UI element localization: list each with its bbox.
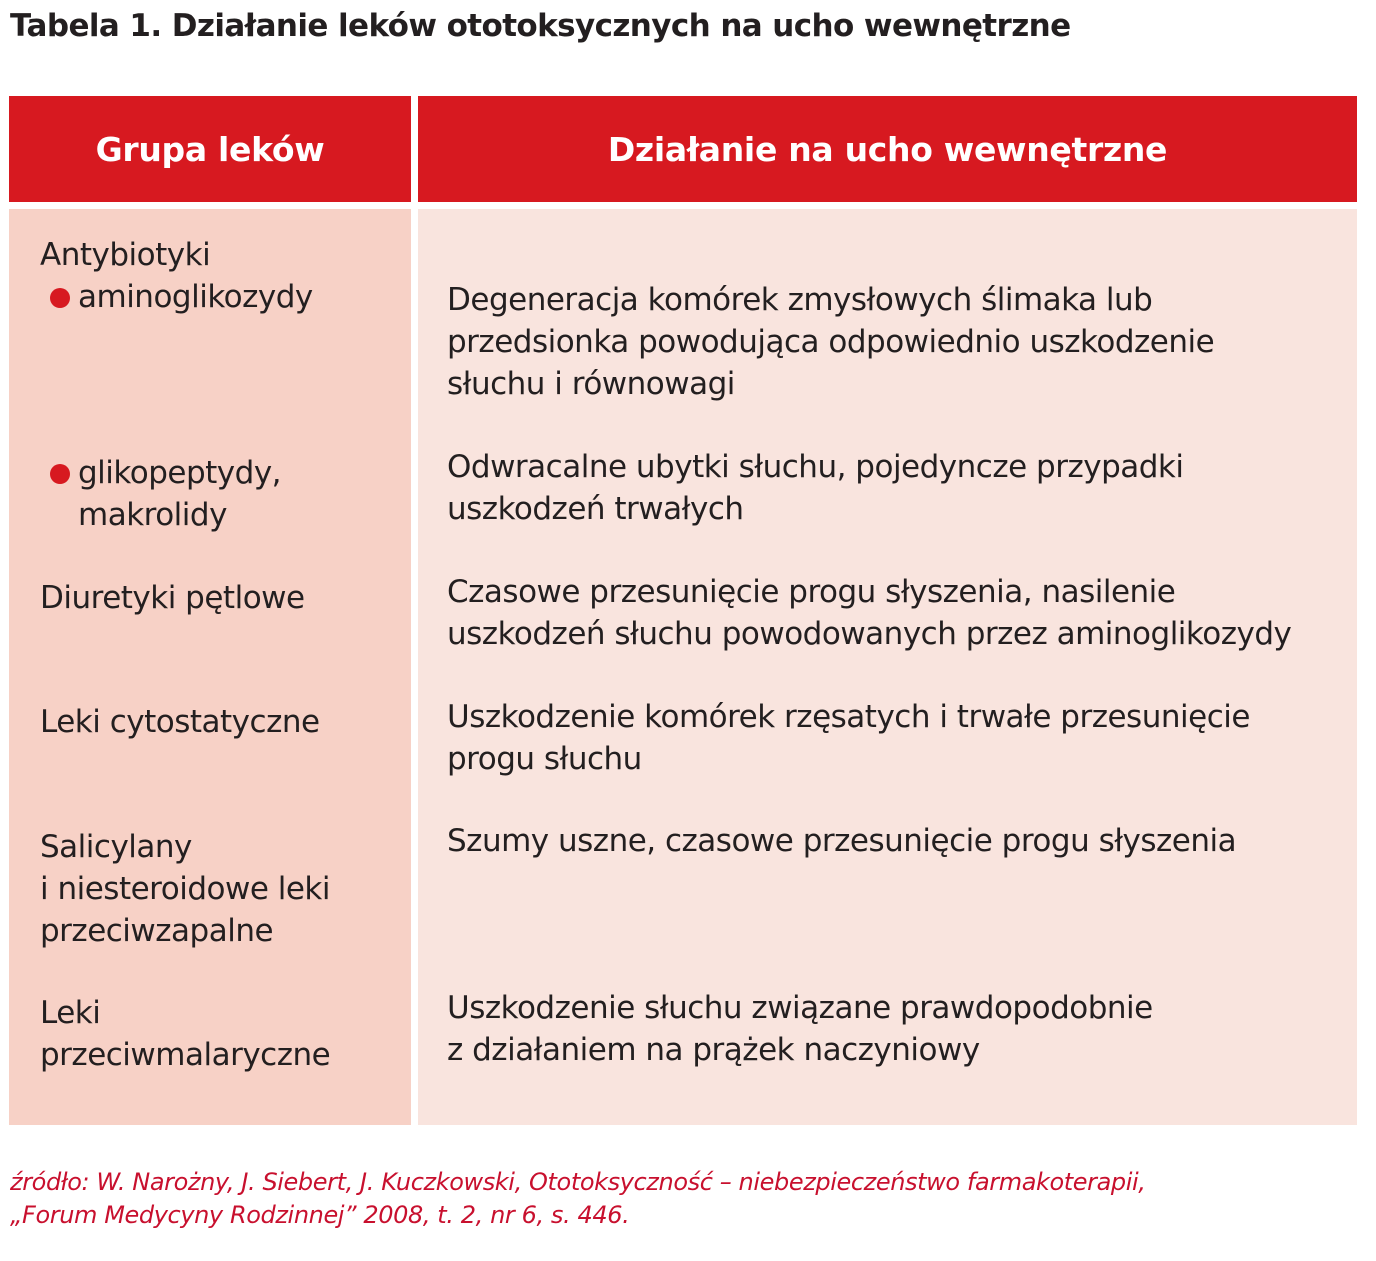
group-heading-antibiotics [40,234,313,318]
source-citation [10,1166,1146,1232]
effect-cell-cytostatics [447,696,1250,780]
drug-group-column [9,209,411,1125]
group-cell-glycopeptides [40,452,281,536]
effect-line: z działaniem na prążek naczyniowy [447,1032,980,1068]
table-title: Tabela 1. Działanie leków ototoksycznych na ucho wewnętrzne [10,8,1071,44]
group-name: przeciwzapalne [40,913,274,949]
effect-line: Uszkodzenie słuchu związane prawdopodobnie [447,990,1153,1026]
effect-cell-salicylates [447,820,1236,862]
effect-line: Uszkodzenie komórek rzęsatych i trwałe przesunięcie [447,699,1250,735]
group-name: Salicylany [40,829,192,865]
effect-cell-glycopeptides [447,446,1184,530]
group-cell-loop-diuretics [40,577,305,619]
list-item-bullet [40,452,281,494]
group-name: Diuretyki pętlowe [40,580,305,616]
effect-cell-loop-diuretics [447,571,1291,655]
bullet-dot-icon [50,288,70,308]
effect-line: Degeneracja komórek zmysłowych ślimaka lub [447,282,1153,318]
header-drug-group: Grupa leków [9,96,411,202]
effect-line: uszkodzeń słuchu powodowanych przez aminoglikozydy [447,616,1292,652]
group-cell-cytostatics [40,701,320,743]
group-heading-text: Antybiotyki [40,237,211,273]
group-name: glikopeptydy, [78,455,282,491]
group-cell-antimalarials [40,992,330,1076]
source-line: źródło: W. Narożny, J. Siebert, J. Kuczkowski, Ototoksyczność – niebezpieczeństwo farmakoterapii, [10,1168,1146,1196]
group-name: przeciwmalaryczne [40,1037,331,1073]
source-line: „Forum Medycyny Rodzinnej” 2008, t. 2, nr 6, s. 446. [10,1201,630,1229]
effect-line: Czasowe przesunięcie progu słyszenia, nasilenie [447,574,1176,610]
group-name: makrolidy [78,497,227,533]
group-cell-salicylates [40,826,330,952]
effect-line: uszkodzeń trwałych [447,491,744,527]
group-name: Leki cytostatyczne [40,704,320,740]
effect-line: przedsionka powodująca odpowiednio uszkodzenie [447,324,1215,360]
effect-line: słuchu i równowagi [447,366,735,402]
group-name: i niesteroidowe leki [40,871,330,907]
bullet-dot-icon [50,464,70,484]
effect-line: progu słuchu [447,741,642,777]
effect-line: Szumy uszne, czasowe przesunięcie progu słyszenia [447,823,1237,859]
header-inner-ear-effect: Działanie na ucho wewnętrzne [418,96,1357,202]
list-item-bullet [40,276,313,318]
effect-cell-aminoglycosides [447,279,1214,405]
effect-line: Odwracalne ubytki słuchu, pojedyncze przypadki [447,449,1184,485]
group-name: Leki [40,995,101,1031]
group-name: aminoglikozydy [78,279,313,315]
effect-cell-antimalarials [447,987,1153,1071]
